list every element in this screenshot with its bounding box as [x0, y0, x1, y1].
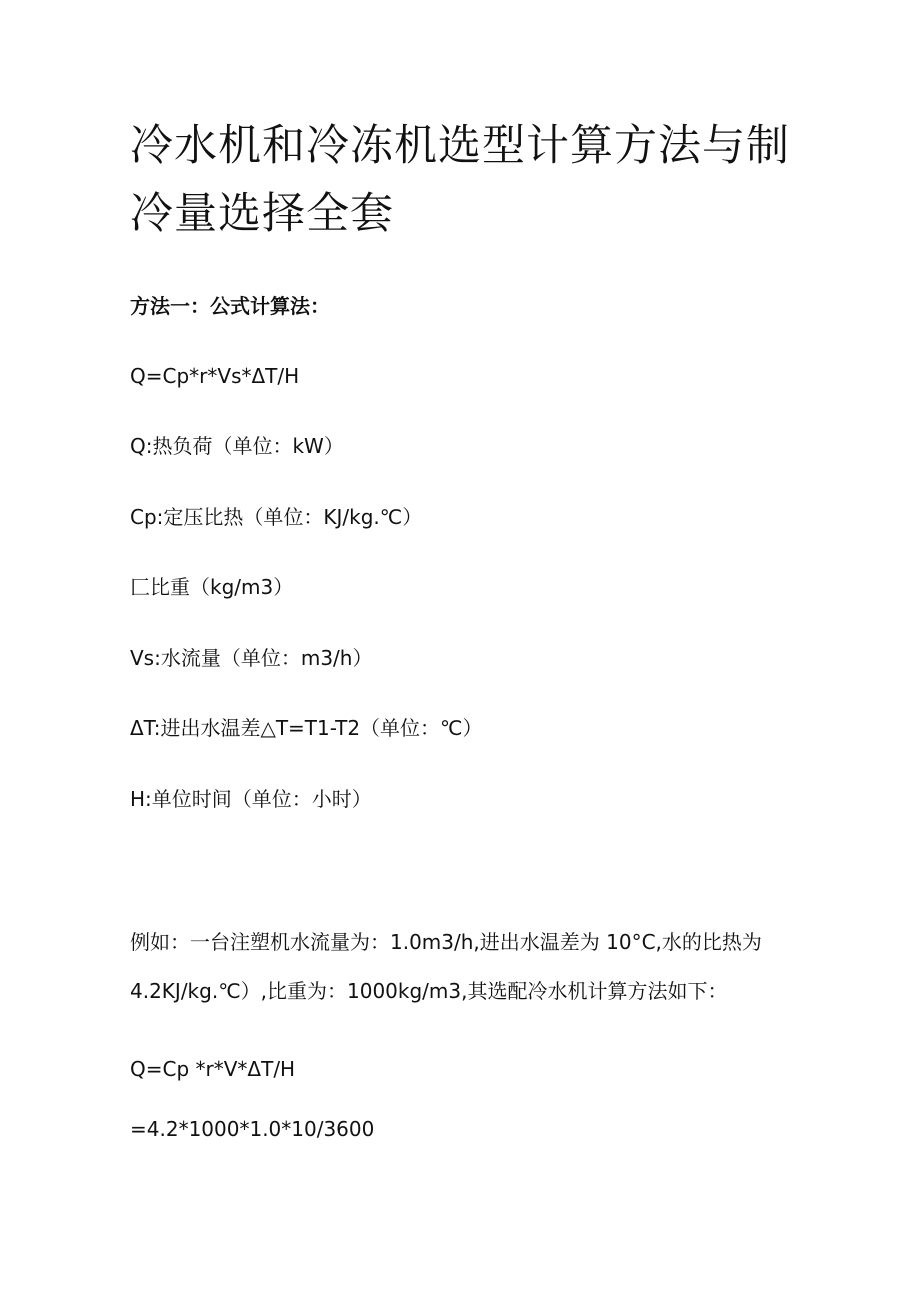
- definition-q: Q:热负荷（单位：kW）: [130, 434, 344, 458]
- definition-vs: Vs:水流量（单位：m3/h）: [130, 646, 373, 670]
- document-title: 冷水机和冷冻机选型计算方法与制冷量选择全套: [130, 121, 790, 239]
- definition-r: 匚比重（kg/m3）: [130, 575, 294, 599]
- definition-cp: Cp:定压比热（单位：KJ/kg.℃）: [130, 505, 423, 529]
- example-line-1: 例如：一台注塑机水流量为：1.0m3/h,进出水温差为 10°C,水的比热为: [130, 930, 762, 954]
- definition-h: H:单位时间（单位：小时）: [130, 787, 372, 811]
- definition-delta-t: ΔT:进出水温差△T=T1-T2（单位：℃）: [130, 716, 483, 740]
- example-line-2: 4.2KJ/kg.℃）,比重为：1000kg/m3,其选配冷水机计算方法如下：: [130, 979, 728, 1003]
- calc-formula-line: Q=Cp *r*V*ΔT/H: [130, 1057, 296, 1081]
- section-heading: 方法一：公式计算法：: [130, 294, 330, 318]
- calc-step-line: =4.2*1000*1.0*10/3600: [130, 1117, 375, 1141]
- formula-line: Q=Cp*r*Vs*ΔT/H: [130, 364, 300, 388]
